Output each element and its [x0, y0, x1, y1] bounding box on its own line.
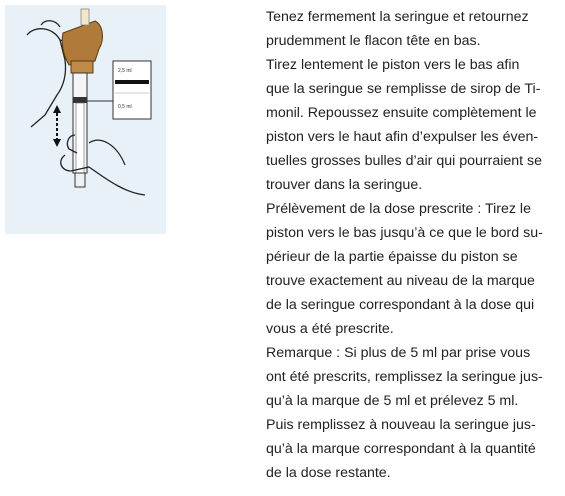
text-line: trouve exactement au niveau de la marque — [266, 273, 535, 289]
text-line: ont été prescrits, remplissez la seringue jus- — [266, 369, 543, 385]
text-line: piston vers le haut afin d’expulser les éven- — [266, 129, 539, 145]
text-line: Tenez fermement la seringue et retournez — [266, 9, 529, 25]
text-line: de la dose restante. — [266, 465, 391, 481]
text-line: de la seringue correspondant à la dose qui — [266, 297, 535, 313]
text-line: que la seringue se remplisse de sirop de Ti- — [266, 81, 541, 97]
text-line: périeur de la partie épaisse du piston se — [266, 249, 518, 265]
scale-lower-label: 0,5 ml — [118, 104, 132, 110]
text-line: qu’à la marque correspondant à la quantité — [266, 441, 536, 457]
text-line: Prélèvement de la dose prescrite : Tirez le — [266, 201, 531, 217]
text-line: monil. Repoussez ensuite complètement le — [266, 105, 537, 121]
text-line: qu’à la marque de 5 ml et prélevez 5 ml. — [266, 393, 519, 409]
text-line: Puis remplissez à nouveau la seringue jus- — [266, 417, 536, 433]
text-line: Remarque : Si plus de 5 ml par prise vous — [266, 345, 531, 361]
bottle-cap-icon — [71, 61, 93, 73]
text-line: Tirez lentement le piston vers le bas afin — [266, 57, 520, 73]
text-line: trouver dans la seringue. — [266, 177, 423, 193]
instruction-text — [266, 5, 560, 485]
text-line: piston vers le bas jusqu’à ce que le bord su- — [266, 225, 543, 241]
text-line: vous a été prescrite. — [266, 321, 394, 337]
scale-upper-label: 2,5 ml — [118, 68, 132, 74]
syringe-illustration — [5, 5, 166, 234]
text-line: prudemment le flacon tête en bas. — [266, 33, 481, 49]
syringe-drawing — [5, 5, 166, 234]
text-line: tuelles grosses bulles d’air qui pourraient se — [266, 153, 543, 169]
